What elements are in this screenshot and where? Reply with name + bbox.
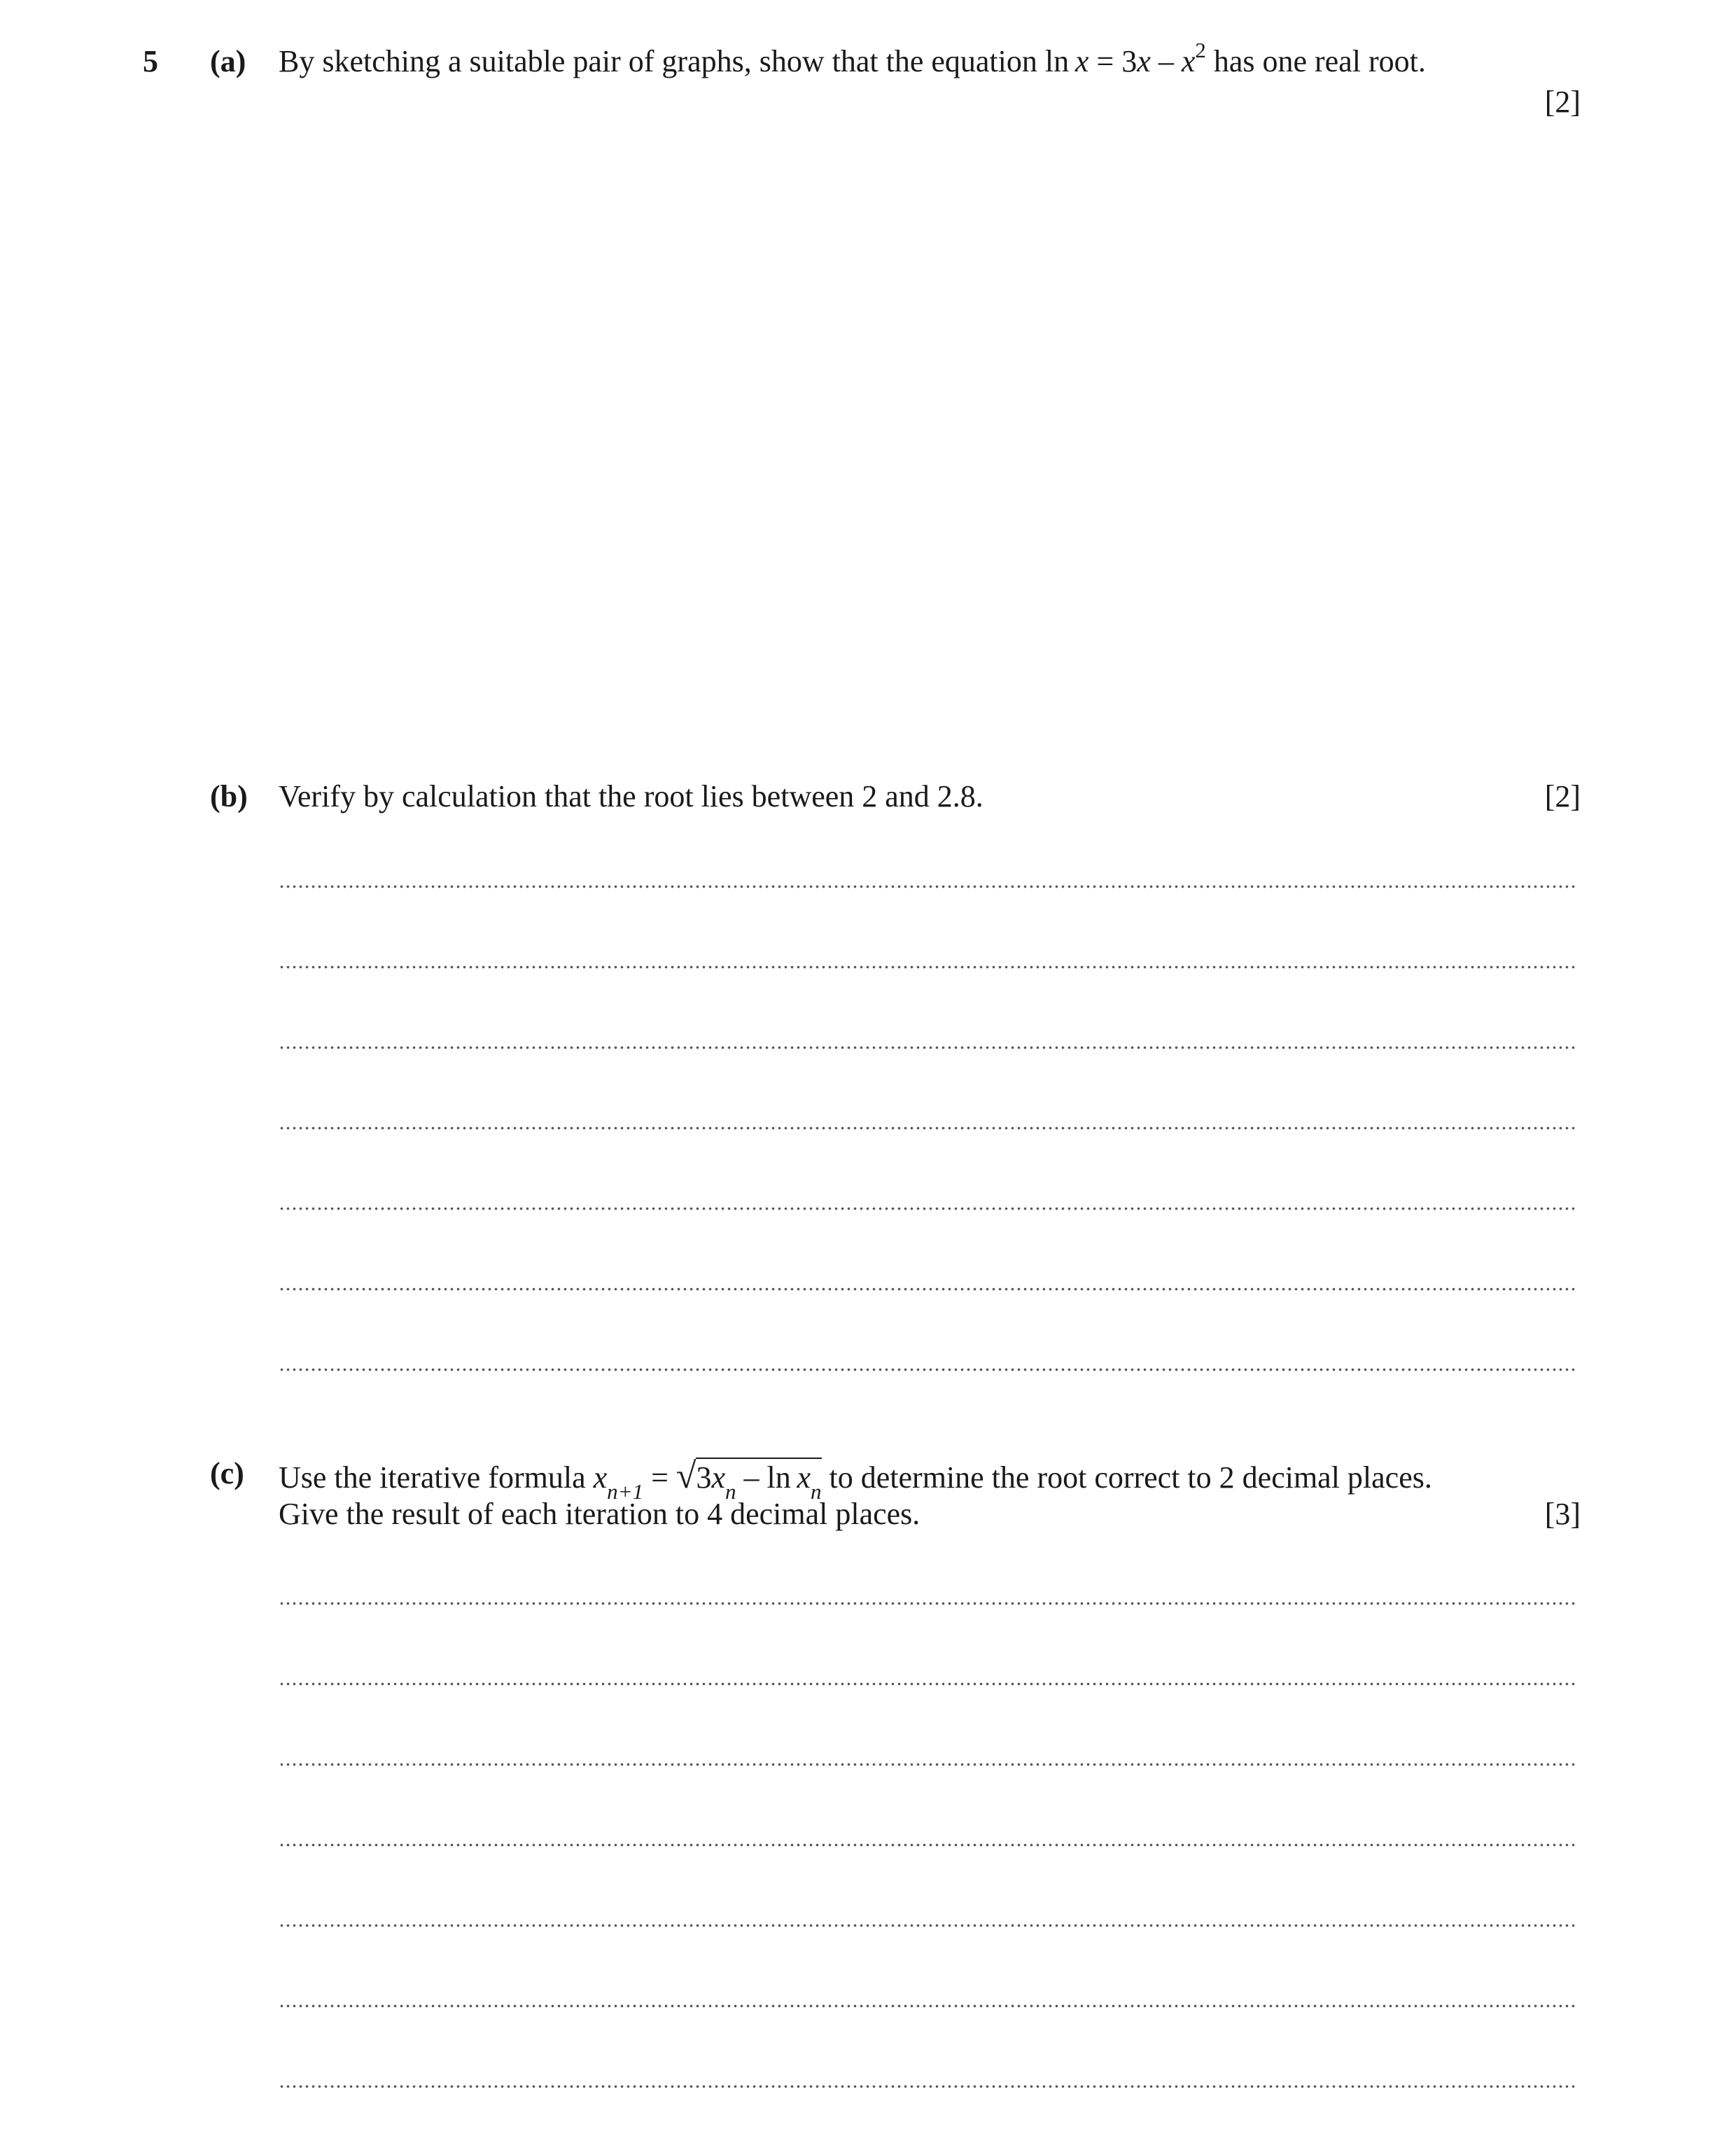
answer-line[interactable] [279,1602,1578,1605]
answer-line[interactable] [279,1924,1578,1927]
question-number: 5 [143,44,158,78]
answer-line[interactable] [279,965,1578,969]
part-b-label: (b) [210,779,248,813]
part-b-question-text: Verify by calculation that the root lies between 2 and 2.8. [279,779,983,813]
answer-line[interactable] [279,1763,1578,1766]
answer-line[interactable] [279,2004,1578,2008]
part-c-marks: [3] [1544,1497,1581,1531]
part-a-question-text [279,38,1426,78]
var-x: x [1181,44,1196,78]
part-c-label: (c) [210,1456,244,1490]
part-c-question-line-2: Give the result of each iteration to 4 decimal places. [279,1497,920,1531]
coefficient-3: 3 [696,1460,712,1495]
var-x: x [1137,44,1151,78]
part-c-text-start: Use the iterative formula [279,1460,594,1495]
minus-sign: – [1150,44,1182,78]
part-c-question-text [279,1456,1579,1504]
part-a-label: (a) [210,44,246,78]
subscript-n-plus-1: n+1 [607,1479,644,1504]
square-root [676,1456,822,1504]
answer-line[interactable] [279,1126,1578,1130]
part-a-marks: [2] [1544,85,1581,119]
answer-line[interactable] [279,1843,1578,1847]
part-a-text-end: has one real root. [1205,44,1426,78]
ln-symbol: ln [1044,44,1070,78]
radicand [696,1458,822,1504]
answer-line[interactable] [279,885,1578,888]
equals-sign: = [643,1460,676,1495]
subscript-n: n [724,1479,736,1504]
radical-sign-icon: √ [676,1456,696,1496]
var-x-n: x [711,1460,725,1495]
var-x-lhs: x [593,1460,608,1495]
answer-line[interactable] [279,1207,1578,1210]
answer-line[interactable] [279,2085,1578,2088]
var-x: x [1074,44,1089,78]
answer-line[interactable] [279,1046,1578,1049]
subscript-n: n [811,1479,822,1504]
power-2: 2 [1195,38,1206,62]
answer-line[interactable] [279,1287,1578,1291]
part-c-text-end: to determine the root correct to 2 decimal places. [821,1460,1432,1495]
part-b-marks: [2] [1544,779,1581,813]
part-a-text-start: By sketching a suitable pair of graphs, show that the equation [279,44,1045,78]
var-x-n: x [797,1460,811,1495]
answer-line[interactable] [279,1682,1578,1686]
equals-3: = 3 [1088,44,1138,78]
minus-ln: – ln [736,1460,791,1495]
answer-line[interactable] [279,1368,1578,1371]
